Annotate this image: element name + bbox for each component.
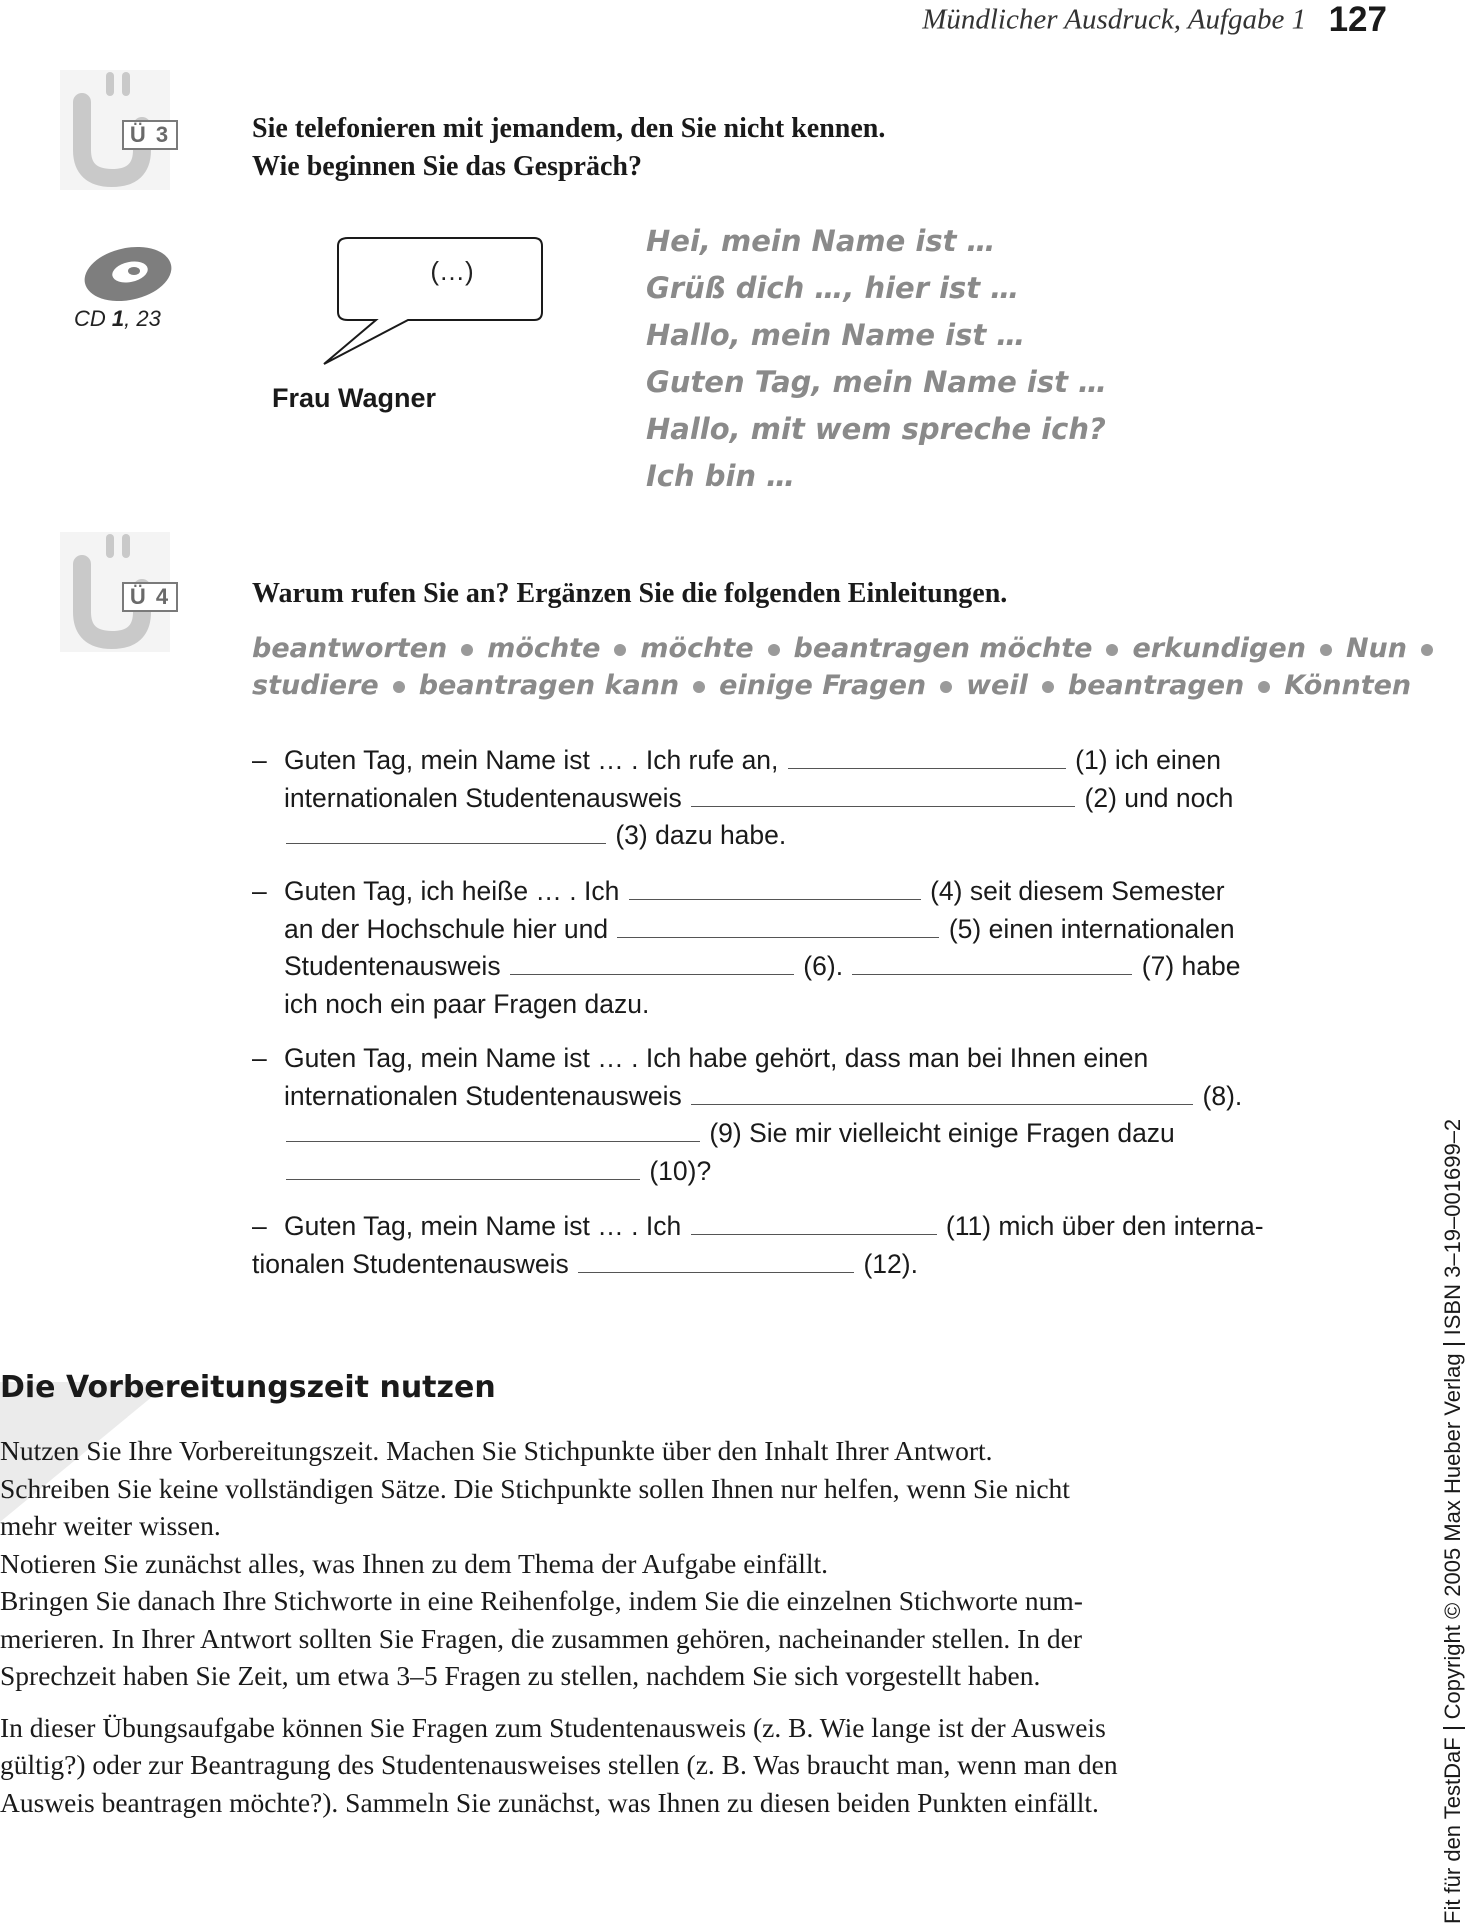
item-text: (12). — [856, 1248, 918, 1279]
book-title: Fit für den TestDaF — [1440, 1737, 1465, 1924]
exercise-4-instruction: Warum rufen Sie an? Ergänzen Sie die folgenden Einleitungen. — [252, 578, 1008, 609]
blank-4-input[interactable] — [629, 873, 921, 900]
word-bank-item: möchte — [487, 633, 601, 664]
word-bank-line — [252, 667, 1412, 704]
text-line: In dieser Übungsaufgabe können Sie Fragen zum Studentenausweis (z. B. Wie lange ist der Ausweis — [0, 1711, 1106, 1743]
greeting-phrases — [646, 218, 1107, 500]
blank-6-input[interactable] — [510, 948, 794, 975]
text-line: Bringen Sie danach Ihre Stichworte in eine Reihenfolge, indem Sie die einzelnen Stichworte num- — [0, 1585, 1083, 1616]
cd-track: , 23 — [124, 306, 161, 331]
exercise-3-instruction — [252, 110, 885, 186]
word-bank-item: möchte — [640, 633, 754, 664]
item-text: (9) Sie mir vielleicht einige Fragen dazu — [702, 1118, 1175, 1148]
exercise-item-1 — [252, 742, 1312, 855]
item-text: internationalen Studentenausweis — [284, 1080, 690, 1111]
word-bank-item: beantragen möchte — [793, 633, 1093, 664]
instruction-line: Sie telefonieren mit jemandem, den Sie nicht kennen. — [252, 113, 886, 144]
item-text: ich noch ein paar Fragen dazu. — [284, 988, 650, 1019]
exercise-item-2 — [252, 873, 1312, 1023]
exercise-4-label: Ü 4 — [122, 582, 178, 612]
text-line: Nutzen Sie Ihre Vorbereitungszeit. Machen Sie Stichpunkte über den Inhalt Ihrer Antwort. — [0, 1435, 993, 1466]
phrase: Hei, mein Name ist … — [646, 224, 996, 258]
text-line: Notieren Sie zunächst alles, was Ihnen zu dem Thema der Aufgabe einfällt. — [0, 1547, 829, 1579]
bullet-icon — [393, 681, 405, 693]
item-text: (8). — [1195, 1080, 1243, 1111]
item-text: (5) einen internationalen — [941, 913, 1235, 944]
section-body — [0, 1432, 1310, 1821]
item-text: Guten Tag, mein Name ist … . Ich rufe an, — [284, 745, 786, 775]
phrase: Guten Tag, mein Name ist … — [646, 365, 1108, 399]
blank-9-input[interactable] — [286, 1115, 700, 1142]
item-text: (3) dazu habe. — [608, 820, 787, 850]
bullet-icon — [1106, 644, 1118, 656]
exercise-4-marker — [60, 532, 170, 652]
item-text: Guten Tag, ich heiße … . Ich — [284, 876, 627, 906]
item-dash: – — [252, 876, 267, 906]
blank-5-input[interactable] — [617, 911, 939, 938]
blank-3-input[interactable] — [286, 817, 606, 844]
paragraph — [0, 1432, 1310, 1695]
running-head: Mündlicher Ausdruck, Aufgabe 1 — [922, 3, 1307, 36]
separator — [1443, 1343, 1465, 1345]
speaker-label: Frau Wagner — [272, 383, 437, 413]
blank-8-input[interactable] — [691, 1078, 1193, 1105]
word-bank-item: erkundigen — [1132, 633, 1306, 664]
word-bank-item: Könnten — [1284, 670, 1412, 701]
isbn-text: ISBN 3–19–001699–2 — [1440, 1118, 1465, 1336]
item-text: internationalen Studentenausweis — [284, 782, 690, 813]
bullet-icon — [614, 644, 626, 656]
blank-10-input[interactable] — [286, 1153, 640, 1180]
word-bank-item: einige Fragen — [719, 670, 927, 701]
text-line: Sprechzeit haben Sie Zeit, um etwa 3–5 Fragen zu stellen, nachdem Sie sich vorgestellt haben. — [0, 1660, 1041, 1691]
item-text: Guten Tag, mein Name ist … . Ich habe gehört, dass man bei Ihnen einen — [284, 1043, 1149, 1073]
text-line: mehr weiter wissen. — [0, 1510, 221, 1541]
cd-prefix: CD — [74, 306, 112, 331]
page-header — [922, 0, 1387, 40]
cd-track-label — [74, 306, 161, 332]
item-text: (1) ich einen — [1067, 745, 1221, 775]
word-bank — [252, 630, 1412, 704]
bullet-icon — [461, 644, 473, 656]
item-dash: – — [252, 745, 267, 775]
item-text: an der Hochschule hier und — [284, 913, 616, 944]
text-line: gültig?) oder zur Beantragung des Studentenausweises stellen (z. B. Was braucht man, wenn man den — [0, 1749, 1118, 1780]
blank-7-input[interactable] — [852, 948, 1132, 975]
word-bank-item: studiere — [252, 670, 379, 701]
copyright-sidebar — [1440, 1119, 1466, 1924]
text-line: Schreiben Sie keine vollständigen Sätze. Die Stichpunkte sollen Ihnen nur helfen, wenn Sie nicht — [0, 1472, 1070, 1504]
item-text: (6). — [795, 951, 851, 981]
exercise-3-marker — [60, 70, 170, 190]
blank-12-input[interactable] — [578, 1246, 854, 1273]
phrase: Grüß dich …, hier ist … — [646, 271, 1020, 305]
item-text: Guten Tag, mein Name ist … . Ich — [284, 1211, 689, 1241]
speech-bubble-text: (…) — [430, 256, 474, 286]
item-text: (4) seit diesem Semester — [922, 876, 1225, 906]
blank-2-input[interactable] — [691, 780, 1075, 807]
bullet-icon — [940, 681, 952, 693]
copyright-text: Copyright © 2005 Max Hueber Verlag — [1440, 1353, 1465, 1720]
item-text: (7) habe — [1134, 951, 1241, 981]
text-line: merieren. In Ihrer Antwort sollten Sie Fragen, die zusammen gehören, nacheinander stellen. In der — [0, 1622, 1083, 1654]
cd-icon — [78, 238, 178, 308]
text-line: Ausweis beantragen möchte?). Sammeln Sie zunächst, was Ihnen zu diesen beiden Punkten einfällt. — [0, 1786, 1099, 1818]
bullet-icon — [1042, 681, 1054, 693]
section-title: Die Vorbereitungszeit nutzen — [0, 1370, 496, 1405]
item-text: (2) und noch — [1077, 782, 1234, 813]
item-text: tionalen Studentenausweis — [252, 1248, 577, 1279]
word-bank-line — [252, 630, 1407, 667]
item-text: (10)? — [642, 1155, 712, 1186]
exercise-item-3 — [252, 1040, 1312, 1190]
word-bank-item: beantragen — [1067, 670, 1245, 701]
speech-bubble-icon — [318, 232, 558, 372]
word-bank-item: beantworten — [252, 633, 448, 664]
item-dash: – — [252, 1043, 267, 1073]
page-number: 127 — [1328, 0, 1387, 39]
bullet-icon — [768, 644, 780, 656]
phrase: Hallo, mein Name ist … — [646, 318, 1026, 352]
phrase: Ich bin … — [646, 459, 796, 493]
item-dash: – — [252, 1211, 267, 1241]
instruction-line: Wie beginnen Sie das Gespräch? — [252, 151, 642, 182]
bullet-icon — [1320, 644, 1332, 656]
exercise-item-4 — [252, 1208, 1312, 1283]
word-bank-item: weil — [966, 670, 1028, 701]
bullet-icon — [1258, 681, 1270, 693]
blank-11-input[interactable] — [691, 1208, 937, 1235]
phrase: Hallo, mit wem spreche ich? — [646, 412, 1106, 446]
item-text: Studentenausweis — [284, 951, 508, 981]
blank-1-input[interactable] — [788, 742, 1066, 769]
cd-number: 1 — [111, 306, 125, 331]
bullet-icon — [693, 681, 705, 693]
item-text: (11) mich über den interna- — [938, 1211, 1264, 1241]
exercise-3-label: Ü 3 — [122, 120, 178, 150]
word-bank-item: beantragen kann — [418, 670, 680, 701]
separator — [1443, 1727, 1465, 1729]
word-bank-item: Nun — [1345, 633, 1407, 664]
paragraph — [0, 1709, 1310, 1822]
bullet-icon — [1421, 644, 1433, 656]
